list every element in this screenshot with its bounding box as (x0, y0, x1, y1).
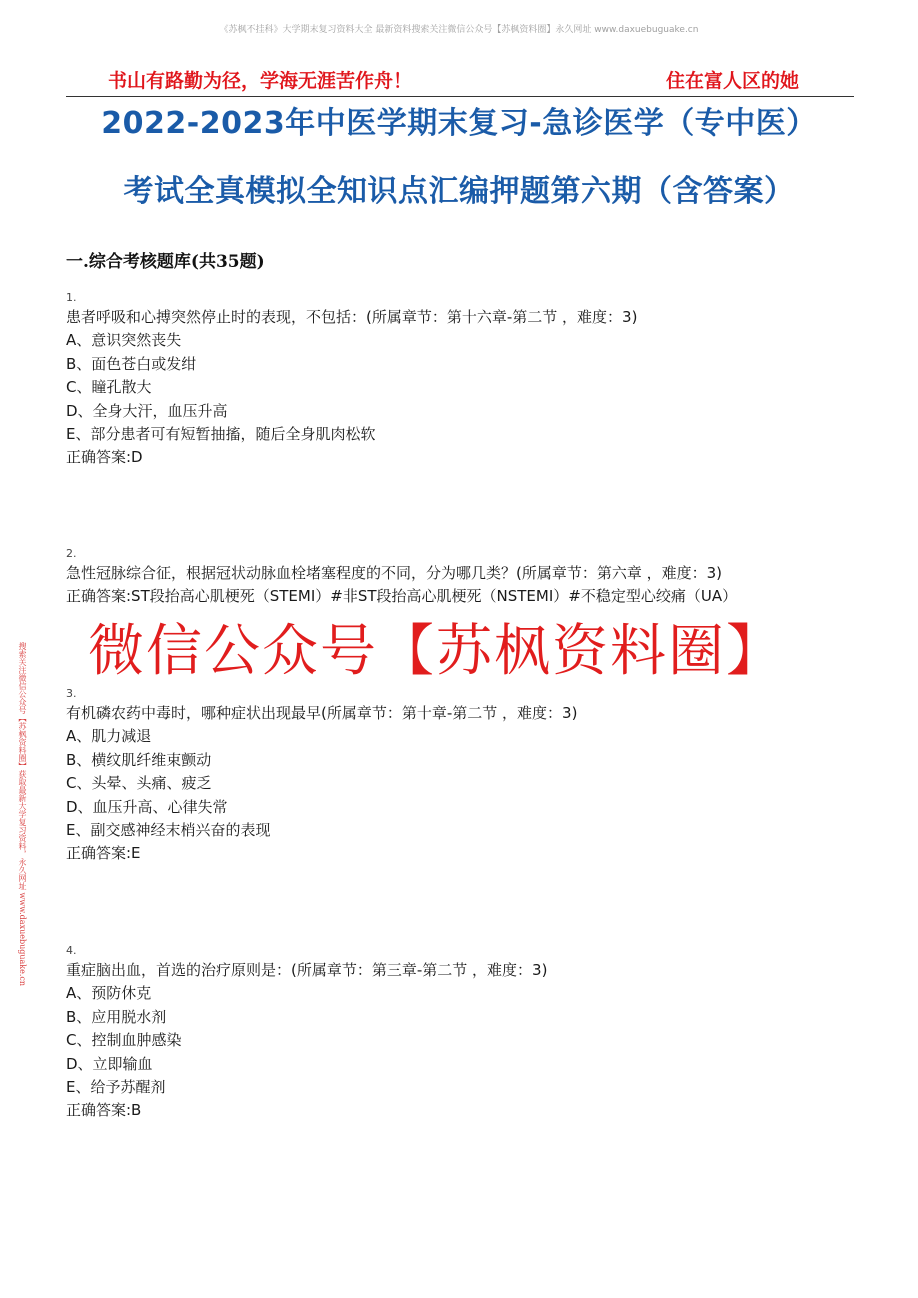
option-c: C、瞳孔散大 (66, 378, 152, 397)
option-c: C、头晕、头痛、疲乏 (66, 774, 212, 793)
option-b: B、面色苍白或发绀 (66, 354, 197, 373)
question-1 (66, 290, 866, 470)
header-divider (66, 96, 854, 97)
option-e: E、副交感神经末梢兴奋的表现 (66, 821, 271, 840)
question-number: 1. (66, 291, 77, 304)
motto-left: 书山有路勤为径，学海无涯苦作舟！ (108, 70, 413, 92)
option-d: D、血压升高、心律失常 (66, 797, 228, 816)
side-watermark: 搜索关注微信公众号【苏枫资料圈】获取最新大学复习资料，永久网址 www.daxuebuguake.cn (18, 642, 27, 987)
option-a: A、肌力减退 (66, 727, 152, 746)
option-a: A、预防休克 (66, 984, 152, 1003)
motto-right: 住在富人区的她 (666, 70, 800, 92)
top-banner: 《苏枫不挂科》大学期末复习资料大全 最新资料搜索关注微信公众号【苏枫资料圈】永久网址 www.daxuebuguake.cn (219, 25, 699, 35)
question-number: 4. (66, 944, 77, 957)
option-b: B、应用脱水剂 (66, 1007, 167, 1026)
question-stem: 患者呼吸和心搏突然停止时的表现，不包括：(所属章节：第十六章-第二节 ，难度：3) (66, 308, 638, 326)
question-4 (66, 943, 866, 1123)
page-title-line-2: 考试全真模拟全知识点汇编押题第六期（含答案） (123, 174, 795, 209)
option-a: A、意识突然丧失 (66, 331, 182, 350)
question-2 (66, 546, 866, 609)
option-d: D、全身大汗，血压升高 (66, 401, 228, 420)
question-number: 3. (66, 687, 77, 700)
option-b: B、横纹肌纤维束颤动 (66, 750, 212, 769)
question-stem: 重症脑出血，首选的治疗原则是：(所属章节：第三章-第二节 ，难度：3) (66, 961, 548, 979)
watermark-text: 微信公众号【苏枫资料圈】 (88, 619, 784, 684)
question-stem: 有机磷农药中毒时，哪种症状出现最早(所属章节：第十章-第二节 ，难度：3) (66, 704, 578, 722)
option-e: E、给予苏醒剂 (66, 1078, 166, 1097)
answer: 正确答案:B (66, 1101, 142, 1120)
option-d: D、立即输血 (66, 1054, 153, 1073)
option-c: C、控制血肿感染 (66, 1031, 182, 1050)
section-heading: 一.综合考核题库(共35题) (66, 252, 265, 272)
answer: 正确答案:D (66, 448, 143, 467)
option-e: E、部分患者可有短暂抽搐，随后全身肌肉松软 (66, 425, 376, 444)
answer: 正确答案:ST段抬高心肌梗死（STEMI）#非ST段抬高心肌梗死（NSTEMI）#不稳定型心绞痛（UA） (66, 587, 738, 606)
page-title-line-1: 2022-2023年中医学期末复习-急诊医学（专中医） (101, 106, 817, 141)
question-number: 2. (66, 547, 77, 560)
question-stem: 急性冠脉综合征，根据冠状动脉血栓堵塞程度的不同，分为哪几类？(所属章节：第六章 ，难度：3) (66, 564, 723, 582)
answer: 正确答案:E (66, 844, 141, 863)
question-3 (66, 686, 866, 866)
